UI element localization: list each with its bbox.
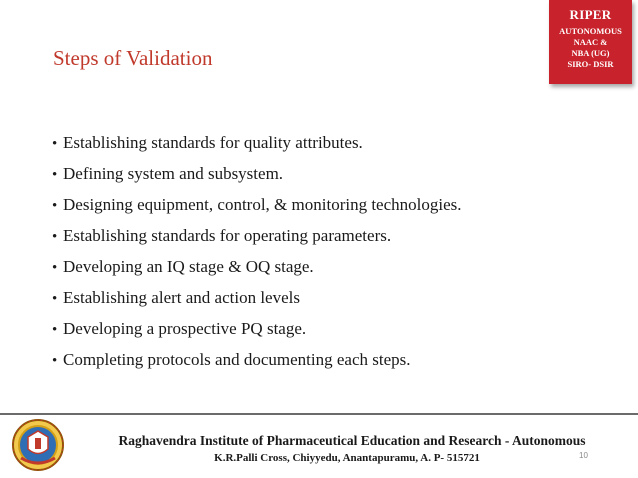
bullet-dot: • — [52, 260, 58, 276]
bullet-item — [52, 282, 462, 313]
footer-institution: Raghavendra Institute of Pharmaceutical Education and Research - Autonomous — [118, 433, 586, 448]
bullet-item — [52, 189, 462, 220]
badge-line: NAAC & — [573, 37, 608, 47]
bullet-item — [52, 220, 462, 251]
bullet-item — [52, 158, 462, 189]
badge-line: AUTONOMOUS — [559, 26, 622, 36]
bullet-text: Establishing standards for operating parameters. — [63, 226, 392, 245]
bullet-text: Establishing alert and action levels — [63, 288, 300, 307]
slide-title: Steps of Validation — [53, 46, 213, 70]
bullet-item — [52, 251, 462, 282]
badge-title: RIPER — [569, 7, 612, 22]
bullet-text: Establishing standards for quality attributes. — [63, 133, 363, 152]
bullet-dot: • — [52, 291, 58, 307]
bullet-list — [52, 127, 462, 375]
footer-address: K.R.Palli Cross, Chiyyedu, Anantapuramu, A. P- 515721 — [214, 452, 480, 464]
bullet-text: Completing protocols and documenting each steps. — [63, 350, 411, 369]
badge-line: NBA (UG) — [571, 48, 610, 58]
bullet-text: Designing equipment, control, & monitoring technologies. — [63, 195, 462, 214]
bullet-item — [52, 344, 462, 375]
bullet-dot: • — [52, 167, 58, 183]
bullet-dot: • — [52, 353, 58, 369]
college-crest-icon — [11, 418, 65, 472]
bullet-text: Defining system and subsystem. — [63, 164, 284, 183]
riper-badge — [549, 0, 632, 84]
bullet-dot: • — [52, 322, 58, 338]
bullet-dot: • — [52, 198, 58, 214]
footer-divider — [0, 413, 638, 415]
badge-line: SIRO- DSIR — [567, 59, 614, 69]
bullet-item — [52, 313, 462, 344]
page-number: 10 — [579, 451, 588, 460]
bullet-item — [52, 127, 462, 158]
bullet-text: Developing a prospective PQ stage. — [63, 319, 307, 338]
bullet-dot: • — [52, 136, 58, 152]
bullet-text: Developing an IQ stage & OQ stage. — [63, 257, 314, 276]
bullet-dot: • — [52, 229, 58, 245]
